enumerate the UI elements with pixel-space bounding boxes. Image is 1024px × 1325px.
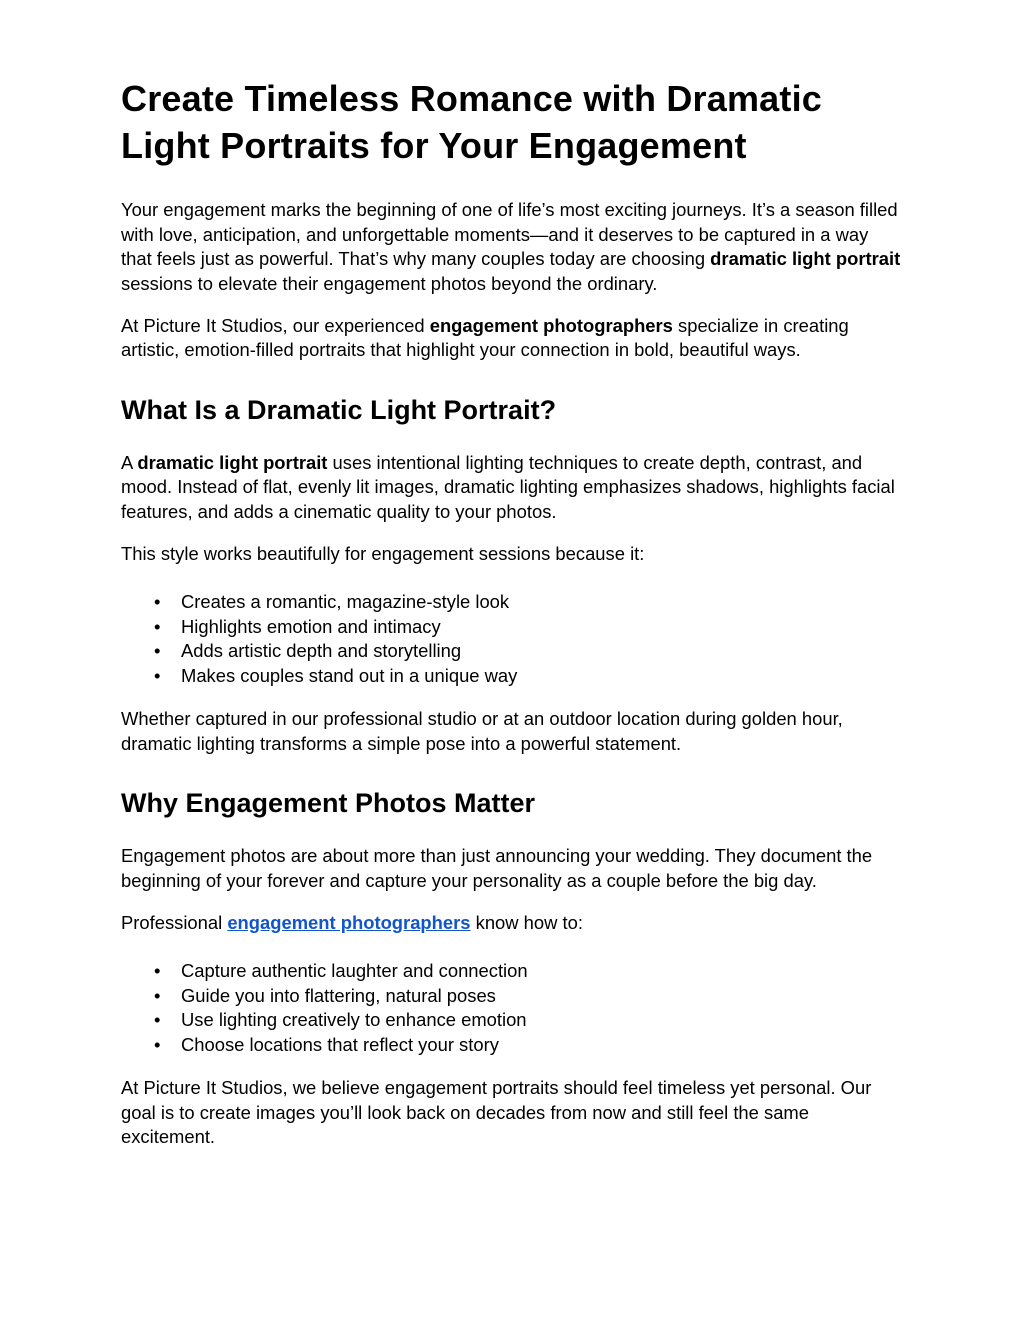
paragraph	[121, 911, 903, 936]
section-heading: Why Engagement Photos Matter	[121, 788, 536, 818]
list-item: • Guide you into flattering, natural poses	[181, 984, 903, 1009]
document-body	[121, 198, 903, 1150]
text-segment: sessions to elevate their engagement photos beyond the ordinary.	[121, 272, 658, 294]
text-segment: uses intentional lighting techniques to create depth, contrast, and mood. Instead of flat, evenly lit images, dramatic lighting emphasizes shadows, highlights facial features, and adds a cinematic quality to your photos.	[121, 451, 895, 522]
paragraph	[121, 314, 903, 363]
text-segment: Your engagement marks the beginning of one of life’s most exciting journeys. It’s a season filled with love, anticipation, and unforgettable moments—and it deserves to be captured in a way that feels just as powerful. That’s why many couples today are choosing	[121, 199, 898, 269]
list-item: • Choose locations that reflect your story	[181, 1033, 903, 1058]
text-segment: Whether captured in our professional studio or at an outdoor location during golden hour, dramatic lighting transforms a simple pose into a powerful statement.	[121, 708, 843, 754]
paragraph	[121, 1076, 903, 1150]
paragraph	[121, 451, 903, 525]
paragraph	[121, 198, 903, 296]
list-item: • Highlights emotion and intimacy	[181, 615, 903, 640]
text-segment: Engagement photos are about more than just announcing your wedding. They document the beginning of your forever and capture your personality as a couple before the big day.	[121, 845, 873, 891]
bold-text: dramatic light portrait	[710, 248, 901, 269]
section-heading: What Is a Dramatic Light Portrait?	[121, 394, 557, 425]
list-item: • Capture authentic laughter and connection	[181, 959, 903, 984]
engagement-photographers-link[interactable]: engagement photographers	[227, 911, 471, 933]
list-item: • Adds artistic depth and storytelling	[181, 639, 903, 664]
paragraph	[121, 707, 903, 756]
paragraph	[121, 542, 903, 567]
text-segment: At Picture It Studios, we believe engagement portraits should feel timeless yet personal. Our goal is to create images you’ll look back on decades from now and still feel the same excitement.	[121, 1077, 872, 1147]
list-item: • Makes couples stand out in a unique way	[181, 664, 903, 689]
bold-text: engagement photographers	[429, 314, 673, 336]
text-segment: A	[121, 451, 138, 473]
text-segment: specialize in creating artistic, emotion-filled portraits that highlight your connection in bold, beautiful ways.	[121, 314, 849, 360]
document-title: Create Timeless Romance with Dramatic Light Portraits for Your Engagement	[121, 78, 823, 166]
bold-text: dramatic light portrait	[137, 451, 328, 473]
bullet-list	[121, 959, 903, 1057]
bullet-list	[121, 590, 903, 688]
paragraph	[121, 844, 903, 893]
list-item: • Use lighting creatively to enhance emotion	[181, 1008, 903, 1033]
text-segment: This style works beautifully for engagement sessions because it:	[121, 542, 645, 564]
text-segment: know how to:	[470, 911, 583, 933]
text-segment: Professional	[121, 911, 228, 933]
text-segment: At Picture It Studios, our experienced	[121, 314, 430, 336]
list-item: • Creates a romantic, magazine-style look	[181, 590, 903, 615]
